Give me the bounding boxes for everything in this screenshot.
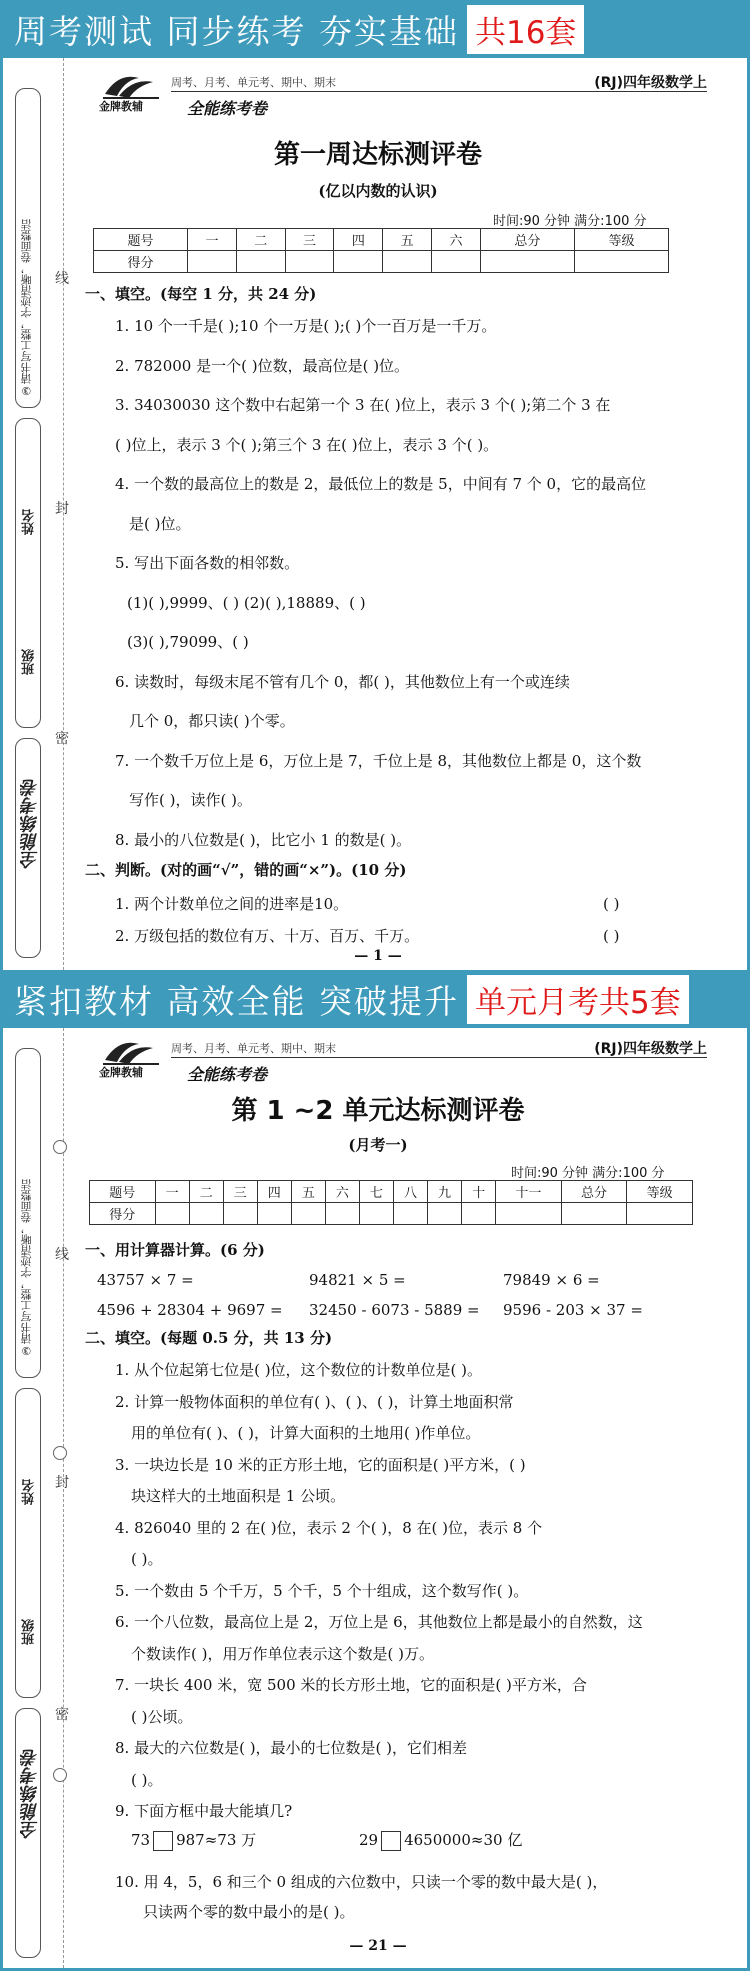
calc-item: 4596 + 28304 + 9697 = [97, 1301, 283, 1319]
banner-slogan: 紧扣教材 高效全能 突破提升 [14, 981, 459, 1021]
score-table-header: 一 [188, 229, 237, 251]
question-line: 只读两个零的数中最小的是( )。 [143, 1903, 355, 1921]
calc-item: 32450 - 6073 - 5889 = [309, 1301, 480, 1319]
score-table-header: 题号 [90, 1181, 156, 1203]
paper-subtitle: (亿以内数的认识) [318, 182, 438, 200]
score-table-header: 五 [383, 229, 432, 251]
score-cell[interactable] [462, 1203, 496, 1225]
question-line: 1. 10 个一千是( );10 个一万是( );( )个一百万是一千万。 [115, 317, 497, 335]
header-brand: 全能练考卷 [187, 99, 268, 118]
question-line: 4. 826040 里的 2 在( )位，表示 2 个( )，8 在( )位，表示 8 个 [115, 1518, 543, 1537]
score-row-label: 得分 [94, 251, 188, 273]
binding-strip [9, 1028, 61, 1968]
score-table-header: 九 [428, 1181, 462, 1203]
q9-estimate-a: 73 987≈73 万 [131, 1831, 257, 1849]
score-cell[interactable] [561, 1203, 627, 1225]
question-line: 10. 用 4，5，6 和三个 0 组成的六位数中，只读一个零的数中最大是( )， [115, 1873, 608, 1891]
page-number: — 21 — [349, 1938, 407, 1954]
paper-title: 第 1 ~2 单元达标测评卷 [231, 1096, 525, 1126]
score-table-header: 三 [223, 1181, 257, 1203]
question-line: 5. 一个数由 5 个千万，5 个千，5 个十组成，这个数写作( )。 [115, 1581, 529, 1600]
time-score: 时间:90 分钟 满分:100 分 [511, 1166, 665, 1181]
score-table-header: 三 [285, 229, 334, 251]
question-line: 9. 下面方框中最大能填几? [115, 1802, 293, 1820]
name-box: 姓名 班级 [15, 418, 41, 728]
margin-mi: 密 [55, 1707, 69, 1723]
question-line: 个数读作( )，用万作单位表示这个数是( )万。 [131, 1644, 434, 1663]
binding-dashed-line [63, 1028, 64, 1968]
score-cell[interactable] [189, 1203, 223, 1225]
score-cell[interactable] [359, 1203, 393, 1225]
question-line: 写作( )，读作( )。 [129, 791, 252, 809]
question-line: (3)( ),79099、( ) [127, 633, 249, 651]
score-table-header: 总分 [561, 1181, 627, 1203]
score-cell[interactable] [574, 251, 668, 273]
exam-page-1 [0, 58, 750, 970]
question-line: 3. 一块边长是 10 米的正方形土地，它的面积是( )平方米，( ) [115, 1455, 526, 1474]
question-line: 7. 一个数千万位上是 6，万位上是 7，千位上是 8，其他数位上都是 0，这个数 [115, 751, 642, 770]
calc-item: 9596 - 203 × 37 = [503, 1301, 643, 1319]
judge-question: 2. 万级包括的数位有万、十万、百万、千万。 [115, 927, 420, 945]
score-cell[interactable] [285, 251, 334, 273]
section-heading: 一、填空。(每空 1 分，共 24 分) [85, 285, 317, 303]
question-line: ( )。 [131, 1550, 163, 1568]
punch-hole [53, 1446, 67, 1460]
middle-banner [0, 970, 750, 1028]
score-cell[interactable] [393, 1203, 427, 1225]
notes-box: ③请书写工整，字迹清晰，卷面整洁 [15, 1048, 41, 1378]
score-table-header: 二 [189, 1181, 223, 1203]
banner-slogan: 周考测试 同步练考 夯实基础 [14, 11, 459, 51]
question-line: ( )公顷。 [131, 1707, 193, 1726]
score-table [89, 1180, 693, 1225]
score-table-header: 等级 [627, 1181, 693, 1203]
score-cell[interactable] [155, 1203, 189, 1225]
header-brand: 全能练考卷 [187, 1065, 268, 1084]
score-table-header: 五 [291, 1181, 325, 1203]
section-heading: 一、用计算器计算。(6 分) [85, 1241, 265, 1259]
score-table-header: 二 [236, 229, 285, 251]
banner-badge: 单元月考共5套 [467, 975, 689, 1024]
score-table-header: 七 [359, 1181, 393, 1203]
judge-answer: ( ) [603, 927, 620, 945]
header-grade: (RJ)四年级数学上 [594, 75, 707, 91]
score-table-header: 六 [432, 229, 481, 251]
section-heading: 二、判断。(对的画“√”，错的画“×”)。(10 分) [85, 861, 407, 879]
question-line: (1)( ),9999、( ) (2)( ),18889、( ) [127, 593, 366, 612]
time-score: 时间:90 分钟 满分:100 分 [493, 214, 647, 229]
answer-box[interactable] [153, 1831, 173, 1851]
logo-text: 金牌教辅 [99, 1066, 143, 1079]
page-header [99, 68, 707, 118]
question-line: 3. 34030030 这个数中右起第一个 3 在( )位上，表示 3 个( );第二个 3 在 [115, 396, 611, 414]
score-cell[interactable] [223, 1203, 257, 1225]
margin-feng: 封 [55, 1475, 69, 1491]
score-cell[interactable] [432, 251, 481, 273]
notes-box: ③请书写工整，字迹清晰，卷面整洁 [15, 88, 41, 408]
punch-hole [53, 1768, 67, 1782]
score-cell[interactable] [496, 1203, 562, 1225]
score-table-header: 等级 [574, 229, 668, 251]
score-cell[interactable] [188, 251, 237, 273]
header-nav: 周考、月考、单元考、期中、期末 [171, 1042, 336, 1055]
question-line: 8. 最小的八位数是( )，比它小 1 的数是( )。 [115, 830, 412, 849]
paper-title: 第一周达标测评卷 [273, 140, 482, 170]
question-line: 用的单位有( )、( )，计算大面积的土地用( )作单位。 [131, 1424, 481, 1442]
calc-item: 43757 × 7 = [97, 1271, 194, 1289]
question-line: 几个 0，都只读( )个零。 [129, 712, 295, 730]
score-table-header: 四 [334, 229, 383, 251]
score-cell[interactable] [480, 251, 574, 273]
question-line: 5. 写出下面各数的相邻数。 [115, 554, 300, 572]
score-row-label: 得分 [90, 1203, 156, 1225]
score-cell[interactable] [257, 1203, 291, 1225]
score-cell[interactable] [325, 1203, 359, 1225]
score-table-header: 八 [393, 1181, 427, 1203]
margin-xian: 线 [55, 1247, 69, 1263]
paper-subtitle: (月考一) [348, 1136, 408, 1154]
question-line: 8. 最大的六位数是( )，最小的七位数是( )，它们相差 [115, 1739, 468, 1757]
banner-badge: 共16套 [467, 5, 584, 54]
margin-mi: 密 [55, 731, 69, 747]
margin-xian: 线 [55, 271, 69, 287]
header-grade: (RJ)四年级数学上 [594, 1041, 707, 1057]
score-table-header: 总分 [480, 229, 574, 251]
question-line: 块这样大的土地面积是 1 公顷。 [131, 1487, 346, 1505]
answer-box[interactable] [381, 1831, 401, 1851]
page-number: — 1 — [354, 948, 402, 964]
score-table-header: 十一 [496, 1181, 562, 1203]
question-line: ( )位上，表示 3 个( );第三个 3 在( )位上，表示 3 个( )。 [115, 435, 499, 454]
question-line: 4. 一个数的最高位上的数是 2，最低位上的数是 5，中间有 7 个 0，它的最高位 [115, 475, 647, 493]
q9-estimate-b: 29 4650000≈30 亿 [359, 1831, 523, 1849]
exam-page-2 [0, 1028, 750, 1971]
score-cell[interactable] [383, 251, 432, 273]
judge-question: 1. 两个计数单位之间的进率是10。 [115, 895, 349, 913]
score-table-header: 十 [462, 1181, 496, 1203]
calc-item: 94821 × 5 = [309, 1271, 406, 1289]
score-table-header: 一 [155, 1181, 189, 1203]
score-table-header: 四 [257, 1181, 291, 1203]
question-line: 1. 从个位起第七位是( )位，这个数位的计数单位是( )。 [115, 1361, 483, 1379]
margin-feng: 封 [55, 501, 69, 517]
question-line: 6. 一个八位数，最高位上是 2，万位上是 6，其他数位上都是最小的自然数，这 [115, 1613, 643, 1631]
question-line: 2. 计算一般物体面积的单位有( )、( )、( )，计算土地面积常 [115, 1392, 514, 1411]
score-table-header: 题号 [94, 229, 188, 251]
score-table [93, 228, 669, 273]
question-line: 6. 读数时，每级末尾不管有几个 0，都( )，其他数位上有一个或连续 [115, 672, 570, 691]
judge-answer: ( ) [603, 895, 620, 913]
top-banner [0, 0, 750, 58]
score-table-header: 六 [325, 1181, 359, 1203]
brand-box: 全能练考卷 [15, 1708, 41, 1958]
logo-text: 金牌教辅 [99, 100, 143, 113]
score-cell[interactable] [627, 1203, 693, 1225]
score-cell[interactable] [334, 251, 383, 273]
question-line: 7. 一块长 400 米，宽 500 米的长方形土地，它的面积是( )平方米，合 [115, 1676, 587, 1694]
page-header [99, 1034, 707, 1084]
score-cell[interactable] [236, 251, 285, 273]
calc-item: 79849 × 6 = [503, 1271, 600, 1289]
brand-box: 全能练考卷 [15, 738, 41, 958]
score-cell[interactable] [428, 1203, 462, 1225]
header-nav: 周考、月考、单元考、期中、期末 [171, 76, 336, 89]
section-heading: 二、填空。(每题 0.5 分，共 13 分) [85, 1329, 333, 1347]
question-line: 2. 782000 是一个( )位数，最高位是( )位。 [115, 356, 410, 375]
score-cell[interactable] [291, 1203, 325, 1225]
question-line: ( )。 [131, 1770, 163, 1789]
name-box: 姓名 班级 [15, 1388, 41, 1698]
question-line: 是( )位。 [129, 514, 191, 533]
